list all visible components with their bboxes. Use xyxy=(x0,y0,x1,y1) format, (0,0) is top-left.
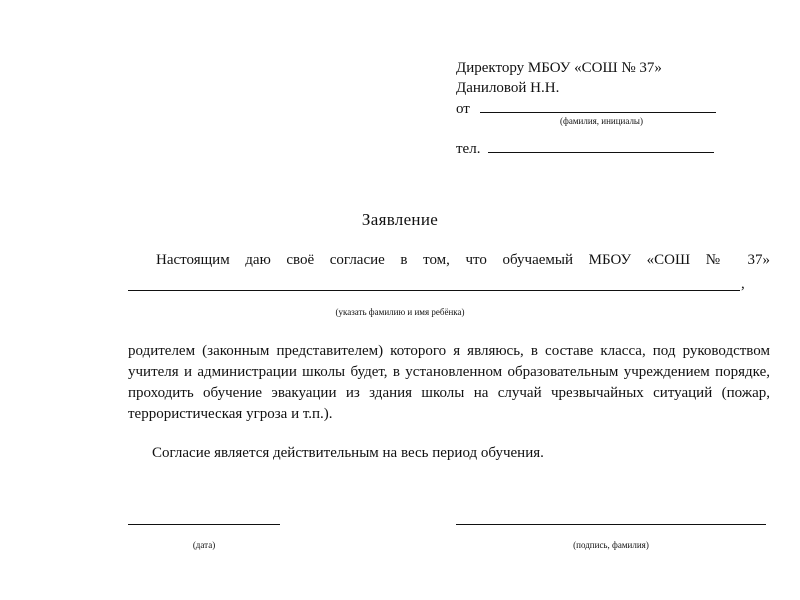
validity-statement: Согласие является действительным на весь период обучения. xyxy=(152,445,544,461)
child-line-comma: , xyxy=(741,276,745,292)
body-paragraph: родителем (законным представителем) которого я являюсь, в составе класса, под руководством учителя и администрации школы будет, в установленном образовательным учреждением порядке, проходить обучение эвакуации из здания школы на случай чрезвычайных ситуаций (пожар, террористическая угроза и т.п.). xyxy=(128,343,770,422)
child-name-caption: (указать фамилию и имя ребёнка) xyxy=(335,307,465,317)
signature-blank-field[interactable] xyxy=(456,524,766,525)
from-blank-field[interactable] xyxy=(480,98,716,113)
addressee-block xyxy=(456,58,756,119)
tel-row xyxy=(456,138,714,158)
from-caption: (фамилия, инициалы) xyxy=(560,116,643,126)
from-label: от xyxy=(456,101,470,117)
consent-statement: Настоящим даю своё согласие в том, что обучаемый МБОУ «СОШ № 37» xyxy=(156,252,770,268)
tel-label: тел. xyxy=(456,141,481,157)
date-blank-field[interactable] xyxy=(128,524,280,525)
child-name-blank-field[interactable] xyxy=(128,276,740,291)
recipient-name: Даниловой Н.Н. xyxy=(456,80,560,96)
recipient-position: Директору МБОУ «СОШ № 37» xyxy=(456,60,662,76)
tel-blank-field[interactable] xyxy=(488,138,714,153)
date-caption: (дата) xyxy=(192,540,216,550)
document-title: Заявление xyxy=(361,210,439,229)
signature-caption: (подпись, фамилия) xyxy=(573,540,649,550)
